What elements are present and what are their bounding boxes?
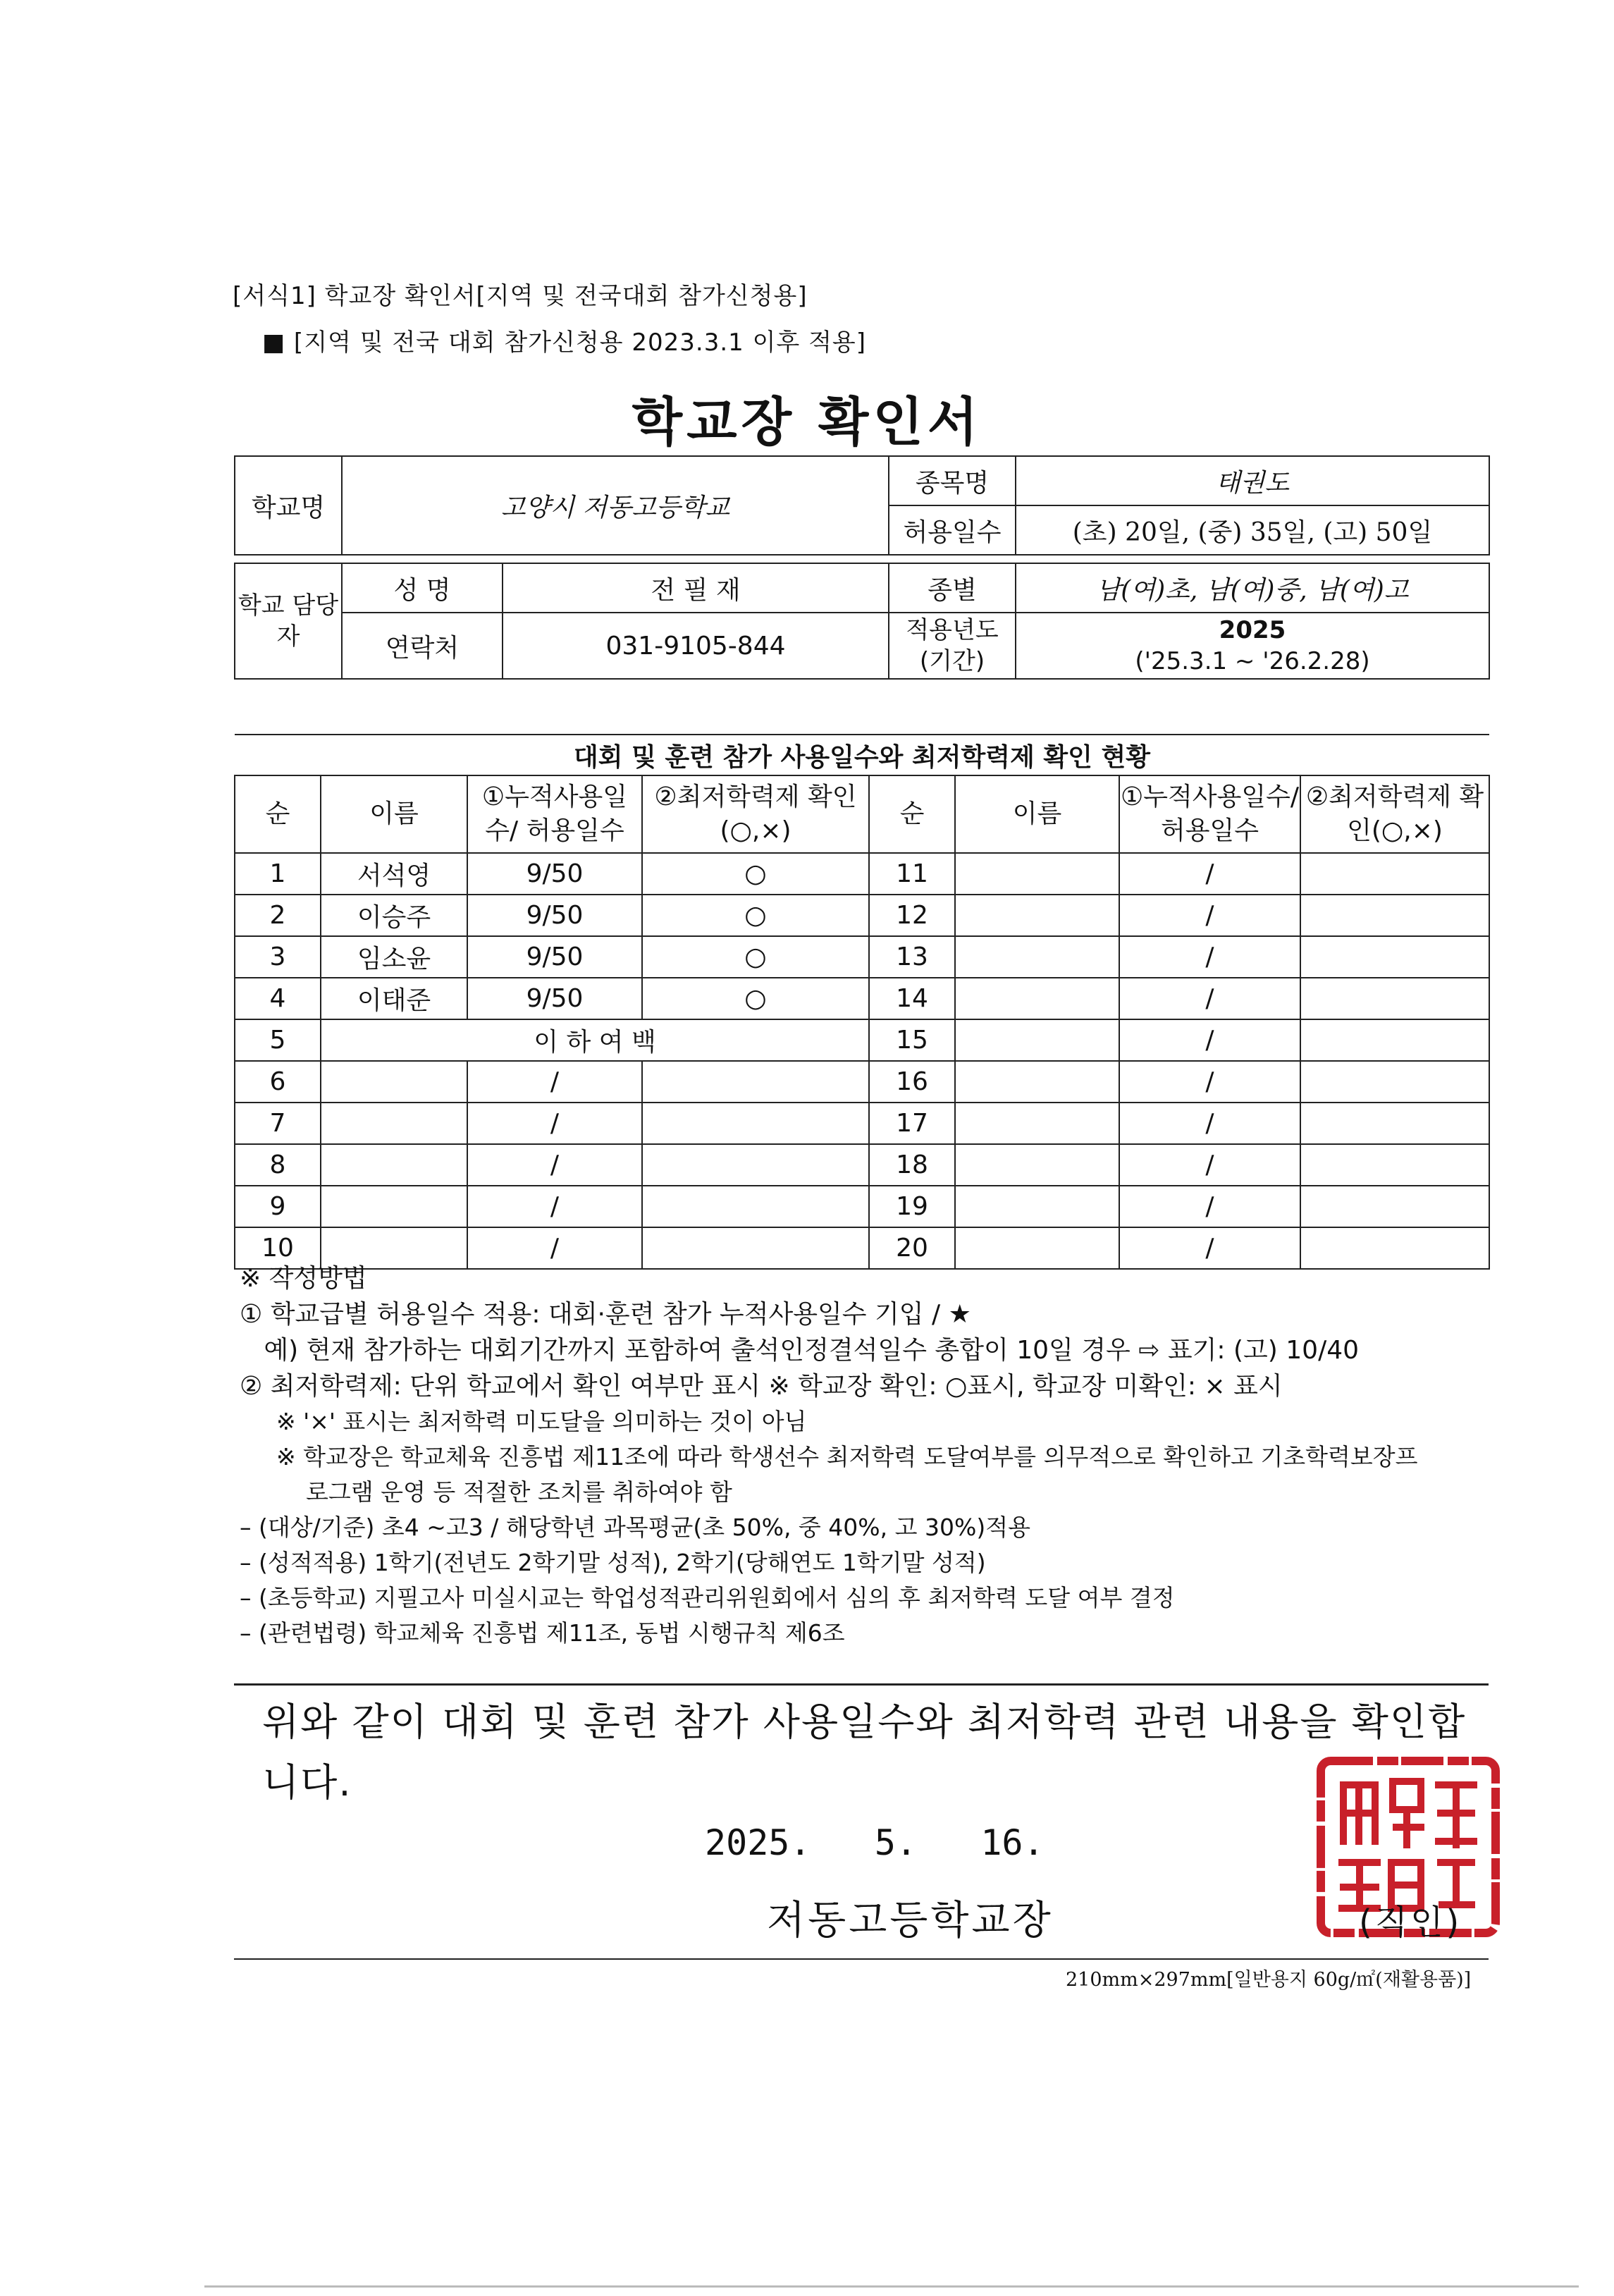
confirmation-date: 2025. 5. 16. — [705, 1822, 1045, 1863]
row-check — [642, 1061, 869, 1103]
row-no: 8 — [235, 1144, 321, 1186]
row-check — [1300, 1144, 1489, 1186]
col-days-left: ①누적사용일수/ 허용일수 — [467, 775, 642, 853]
table-row — [235, 936, 1489, 978]
row-check: ○ — [642, 853, 869, 895]
row-days: / — [467, 1061, 642, 1103]
section-title: 대회 및 훈련 참가 사용일수와 최저학력제 확인 현황 — [235, 735, 1489, 775]
row-days: / — [1119, 1227, 1300, 1269]
row-no: 14 — [869, 978, 955, 1019]
notes-heading: ※ 작성방법 — [240, 1264, 367, 1293]
row-check — [1300, 1019, 1489, 1061]
note-sub-line: ※ '×' 표시는 최저학력 미도달을 의미하는 것이 아님 — [276, 1408, 807, 1435]
row-check — [1300, 978, 1489, 1019]
row-name: 이승주 — [321, 895, 467, 936]
table-row — [235, 1186, 1489, 1227]
row-check — [1300, 853, 1489, 895]
table-row — [235, 1019, 1489, 1061]
year-label: 적용년도 (기간) — [889, 613, 1016, 679]
row-no: 4 — [235, 978, 321, 1019]
row-days: / — [467, 1186, 642, 1227]
contact-value: 031-9105-844 — [503, 613, 889, 679]
table-row — [235, 1144, 1489, 1186]
note-sub-line: ※ 학교장은 학교체육 진흥법 제11조에 따라 학생선수 최저학력 도달여부를 의무적으로 확인하고 기초학력보장프 — [276, 1443, 1418, 1471]
note-line: ① 학교급별 허용일수 적용: 대회·훈련 참가 누적사용일수 기입 / ★ — [240, 1300, 971, 1329]
row-no: 13 — [869, 936, 955, 978]
row-days: / — [1119, 978, 1300, 1019]
row-name — [955, 936, 1119, 978]
row-name — [955, 1144, 1119, 1186]
note-line: 예) 현재 참가하는 대회기간까지 포함하여 출석인정결석일수 총합이 10일 경우 ⇨ 표기: (고) 10/40 — [240, 1336, 1360, 1365]
row-name — [955, 1186, 1119, 1227]
row-days: / — [1119, 1019, 1300, 1061]
divider-bottom — [234, 1958, 1489, 1960]
scan-edge-line — [204, 2285, 1579, 2288]
row-days: / — [467, 1144, 642, 1186]
status-table — [234, 734, 1490, 1270]
row-days: 9/50 — [467, 978, 642, 1019]
row-name: 서석영 — [321, 853, 467, 895]
col-academic-left: ②최저학력제 확인(○,×) — [642, 775, 869, 853]
row-check — [642, 1144, 869, 1186]
school-name-value: 고양시 저동고등학교 — [342, 456, 889, 555]
year-cell — [1016, 613, 1489, 679]
col-days-right: ①누적사용일수/ 허용일수 — [1119, 775, 1300, 853]
contact-label: 연락처 — [342, 613, 503, 679]
row-name — [321, 1144, 467, 1186]
note-line: ② 최저학력제: 단위 학교에서 확인 여부만 표시 ※ 학교장 확인: ○표시, 학교장 미확인: × 표시 — [240, 1372, 1283, 1401]
note-sub-line: – (관련법령) 학교체육 진흥법 제11조, 동법 시행규칙 제6조 — [240, 1619, 845, 1647]
row-check — [1300, 936, 1489, 978]
col-academic-right: ②최저학력제 확인(○,×) — [1300, 775, 1489, 853]
gender-value: 남(여)초, 남(여)중, 남(여)고 — [1016, 563, 1489, 613]
row-no: 5 — [235, 1019, 321, 1061]
row-no: 17 — [869, 1103, 955, 1144]
row-name — [955, 1103, 1119, 1144]
name-label: 성 명 — [342, 563, 503, 613]
note-sub-line: 로그램 운영 등 적절한 조치를 취하여야 함 — [276, 1478, 732, 1506]
table-row — [235, 853, 1489, 895]
col-name-right: 이름 — [955, 775, 1119, 853]
row-days: / — [1119, 1061, 1300, 1103]
signer-name: 저동고등학교장 — [767, 1898, 1054, 1944]
divider-top — [234, 1683, 1489, 1686]
row-days: / — [1119, 1103, 1300, 1144]
note-sub-line: – (대상/기준) 초4 ~고3 / 해당학년 과목평균(초 50%, 중 40%, 고 30%)적용 — [240, 1514, 1030, 1541]
table-row — [235, 895, 1489, 936]
col-no-right: 순 — [869, 775, 955, 853]
row-check: ○ — [642, 978, 869, 1019]
row-no: 11 — [869, 853, 955, 895]
row-days: 9/50 — [467, 936, 642, 978]
row-no: 19 — [869, 1186, 955, 1227]
row-no: 6 — [235, 1061, 321, 1103]
table-row — [235, 1103, 1489, 1144]
row-name: 임소윤 — [321, 936, 467, 978]
confirmation-text: 위와 같이 대회 및 훈련 참가 사용일수와 최저학력 관련 내용을 확인합니다. — [262, 1700, 1467, 1805]
row-name — [321, 1186, 467, 1227]
row-name — [955, 1061, 1119, 1103]
row-check: ○ — [642, 895, 869, 936]
blank-remainder-note: 이 하 여 백 — [321, 1019, 869, 1061]
row-days: / — [467, 1227, 642, 1269]
seal-label: (직인) — [1359, 1903, 1462, 1942]
row-check — [642, 1186, 869, 1227]
row-days: 9/50 — [467, 895, 642, 936]
row-no: 10 — [235, 1227, 321, 1269]
notes-section — [240, 1260, 1418, 1651]
row-name — [955, 853, 1119, 895]
row-name — [321, 1061, 467, 1103]
row-check — [1300, 895, 1489, 936]
row-no: 2 — [235, 895, 321, 936]
year-value: 2025 — [1219, 616, 1286, 644]
row-name: 이태준 — [321, 978, 467, 1019]
row-days: / — [1119, 1186, 1300, 1227]
row-days: / — [1119, 895, 1300, 936]
row-no: 7 — [235, 1103, 321, 1144]
form-header: [서식1] 학교장 확인서[지역 및 전국대회 참가신청용] — [233, 282, 808, 310]
manager-label: 학교 담당자 — [235, 563, 342, 679]
event-label: 종목명 — [889, 456, 1016, 505]
allowed-days-value: (초) 20일, (중) 35일, (고) 50일 — [1016, 505, 1489, 555]
col-name-left: 이름 — [321, 775, 467, 853]
row-no: 12 — [869, 895, 955, 936]
row-days: / — [467, 1103, 642, 1144]
row-name — [321, 1103, 467, 1144]
school-name-label: 학교명 — [235, 456, 342, 555]
row-days: / — [1119, 936, 1300, 978]
row-no: 20 — [869, 1227, 955, 1269]
row-check: ○ — [642, 936, 869, 978]
row-check — [1300, 1186, 1489, 1227]
row-check — [1300, 1103, 1489, 1144]
allowed-days-label: 허용일수 — [889, 505, 1016, 555]
row-no: 1 — [235, 853, 321, 895]
row-no: 3 — [235, 936, 321, 978]
gender-label: 종별 — [889, 563, 1016, 613]
table-row — [235, 978, 1489, 1019]
form-subheader: ■ [지역 및 전국 대회 참가신청용 2023.3.1 이후 적용] — [262, 329, 867, 357]
page-title: 학교장 확인서 — [632, 392, 982, 453]
table-row — [235, 1061, 1489, 1103]
period-value: ('25.3.1 ~ '26.2.28) — [1135, 647, 1370, 675]
row-name — [955, 895, 1119, 936]
row-name — [955, 978, 1119, 1019]
paper-spec: 210mm×297mm[일반용지 60g/㎡(재활용품)] — [1066, 1969, 1472, 1991]
row-check — [1300, 1061, 1489, 1103]
row-days: 9/50 — [467, 853, 642, 895]
row-no: 18 — [869, 1144, 955, 1186]
row-name — [955, 1019, 1119, 1061]
row-check — [642, 1103, 869, 1144]
row-no: 15 — [869, 1019, 955, 1061]
note-sub-line: – (초등학교) 지필고사 미실시교는 학업성적관리위원회에서 심의 후 최저학력 도달 여부 결정 — [240, 1584, 1175, 1612]
event-value: 태권도 — [1016, 456, 1489, 505]
row-days: / — [1119, 853, 1300, 895]
note-sub-line: – (성적적용) 1학기(전년도 2학기말 성적), 2학기(당해연도 1학기말 성적) — [240, 1549, 986, 1576]
info-table — [234, 455, 1490, 680]
name-value: 전 필 재 — [503, 563, 889, 613]
row-no: 9 — [235, 1186, 321, 1227]
col-no-left: 순 — [235, 775, 321, 853]
row-no: 16 — [869, 1061, 955, 1103]
row-days: / — [1119, 1144, 1300, 1186]
spacer-row — [235, 555, 1489, 563]
